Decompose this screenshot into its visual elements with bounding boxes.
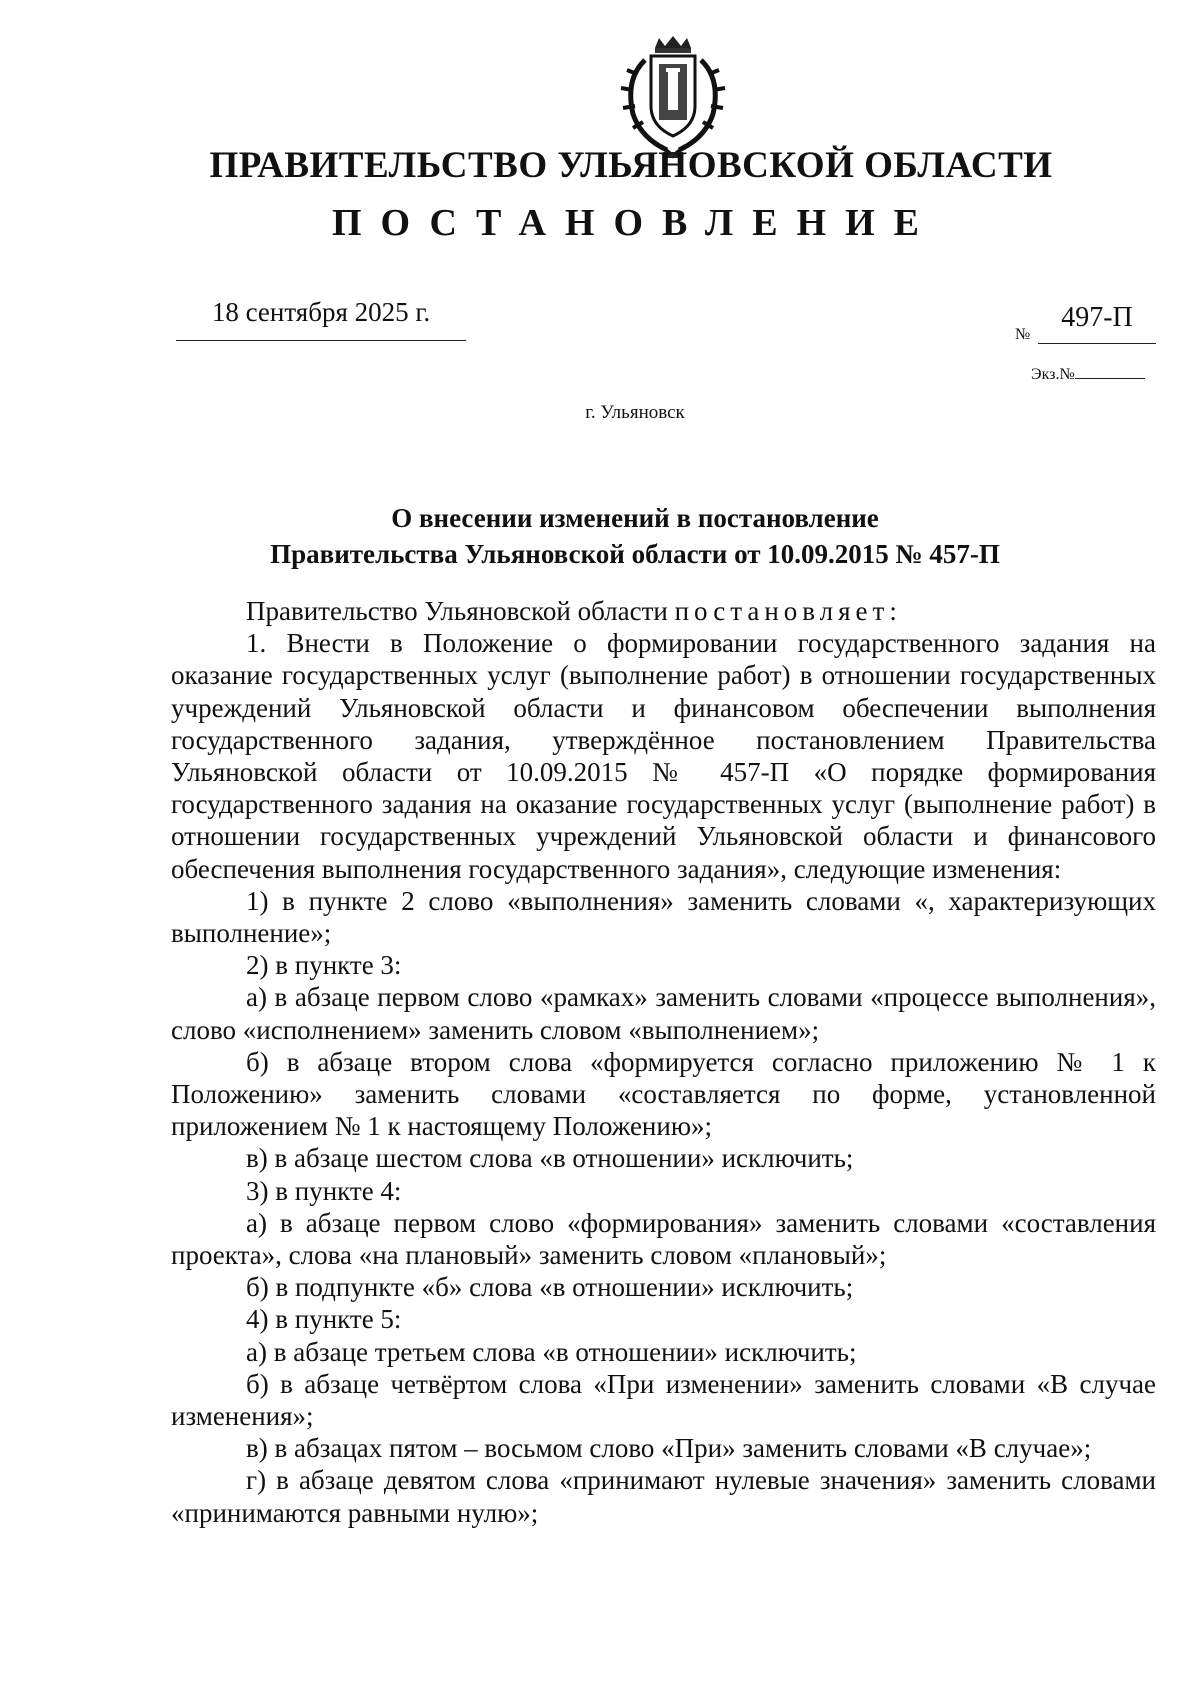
copy-number-field <box>1031 366 1145 384</box>
body-paragraph: 1) в пункте 2 слово «выполнения» заменить словами «, характеризующих выполнение»; <box>171 885 1156 949</box>
heading-line-2: Правительства Ульяновской области от 10.09.2015 № 457-П <box>270 539 1000 569</box>
intro-suffix: : <box>889 596 897 626</box>
number-sign: № <box>1015 326 1031 343</box>
heading-line-1: О внесении изменений в постановление <box>391 503 879 533</box>
body-paragraph: г) в абзаце девятом слова «принимают нулевые значения» заменить словами «принимаются равными нулю»; <box>171 1465 1156 1528</box>
coat-of-arms-emblem <box>615 34 731 162</box>
body-paragraph: в) в абзаце шестом слова «в отношении» исключить; <box>246 1143 854 1174</box>
body-paragraph: 2) в пункте 3: <box>246 950 402 981</box>
body-paragraph: а) в абзаце первом слово «рамках» заменить словами «процессе выполнения», слово «исполнением» заменить словом «выполнением»; <box>171 982 1156 1045</box>
copy-number-line <box>1075 366 1145 379</box>
government-title: ПРАВИТЕЛЬСТВО УЛЬЯНОВСКОЙ ОБЛАСТИ <box>209 145 1053 186</box>
body-paragraph: в) в абзацах пятом – восьмом слово «При» заменить словами «В случае»; <box>246 1433 1092 1464</box>
body-paragraph: б) в абзаце втором слова «формируется согласно приложению № 1 к Положению» заменить словами «составляется по форме, установленной приложением № 1 к настоящему Положению»; <box>171 1046 1156 1142</box>
document-body <box>171 595 1156 1529</box>
intro-spaced-verb: постановляет <box>674 596 890 626</box>
copy-number-label: Экз.№ <box>1031 366 1075 383</box>
document-type: ПОСТАНОВЛЕНИЕ <box>331 202 939 244</box>
body-paragraph: б) в абзаце четвёртом слова «При изменении» заменить словами «В случае изменения»; <box>171 1368 1156 1432</box>
intro-prefix: Правительство Ульяновской области <box>246 596 675 626</box>
city: г. Ульяновск <box>585 402 685 423</box>
intro-paragraph <box>171 595 1156 627</box>
document-date: 18 сентября 2025 г. <box>176 297 466 341</box>
body-paragraph: 3) в пункте 4: <box>246 1175 402 1206</box>
body-paragraph: б) в подпункте «б» слова «в отношении» исключить; <box>246 1272 854 1303</box>
body-paragraph: 1. Внести в Положение о формировании государственного задания на оказание государственных услуг (выполнение работ) в отношении государственных учреждений Ульяновской области и финансовом обеспечении выполнения государственного задания, утверждённое постановлением Правительства Ульяновской области от 10.09.2015 № 457-П «О порядке формирования государственного задания на оказание государственных услуг (выполнение работ) в отношении государственных учреждений Ульяновской области и финансового обеспечения выполнения государственного задания», следующие изменения: <box>171 628 1156 884</box>
document-number: 497-П <box>1038 302 1156 344</box>
document-heading <box>0 500 1200 572</box>
body-paragraph: 4) в пункте 5: <box>246 1304 402 1335</box>
body-paragraph: а) в абзаце третьем слова «в отношении» исключить; <box>246 1336 857 1367</box>
body-paragraph: а) в абзаце первом слово «формирования» заменить словами «составления проекта», слова «на плановый» заменить словом «плановый»; <box>171 1207 1156 1271</box>
